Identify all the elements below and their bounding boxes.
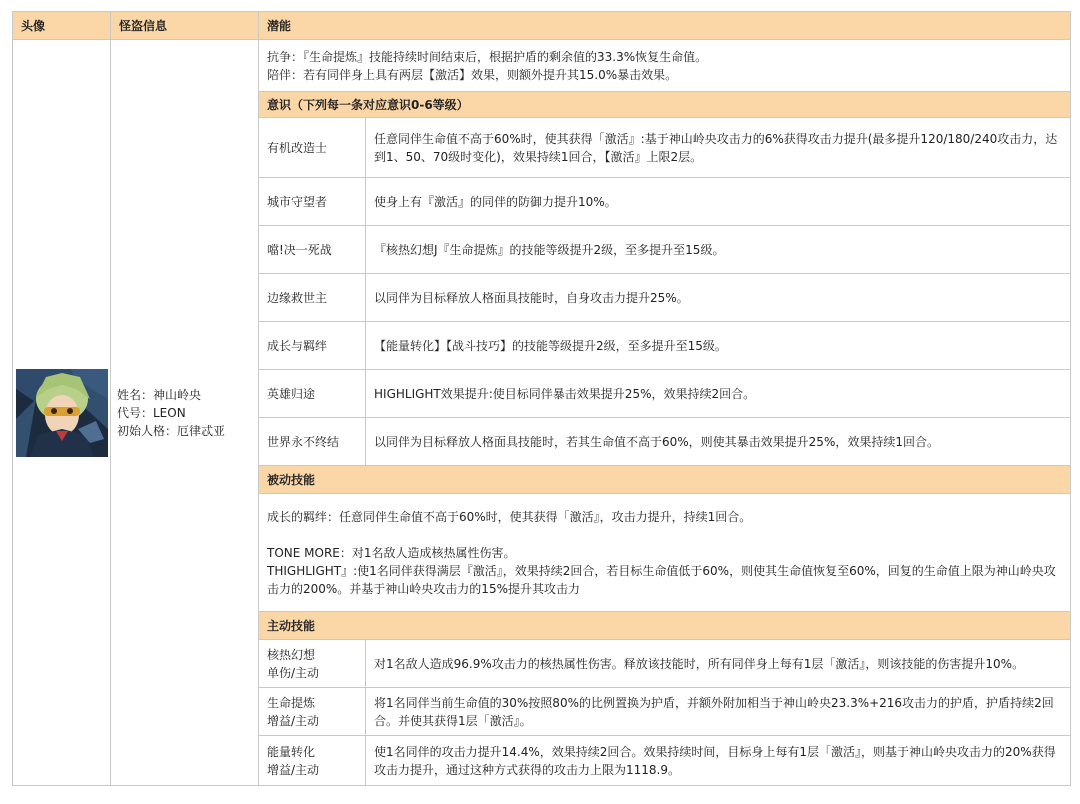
- active-skill-name: [259, 640, 366, 688]
- potential-line: 陪伴：若有同伴身上具有两层【激活】效果，则额外提升其15.0%暴击效果。: [267, 67, 678, 82]
- active-skill-name: [259, 736, 366, 786]
- character-avatar: [16, 369, 108, 457]
- passive-title: 被动技能: [259, 466, 1071, 494]
- active-skill-desc: 将1名同伴当前生命值的30%按照80%的比例置换为护盾，并额外附加相当于神山岭央23.3%+216攻击力的护盾，护盾持续2回合。并使其获得1层「激活』。: [366, 688, 1071, 736]
- skill-type: 增益/主动: [267, 762, 320, 777]
- consciousness-desc: 使身上有『激活』的同伴的防御力提升10%。: [366, 178, 1071, 226]
- passive-line: TONE MORE：对1名敌人造成核热属性伤害。: [267, 545, 516, 560]
- character-code: 代号：LEON: [117, 405, 186, 420]
- header-info: 怪盗信息: [111, 12, 259, 40]
- consciousness-name: 边缘救世主: [259, 274, 366, 322]
- header-row: [13, 12, 1071, 40]
- skill-name: 核热幻想: [267, 647, 316, 662]
- consciousness-desc: 『核热幻想J『生命提炼』的技能等级提升2级，至多提升至15级。: [366, 226, 1071, 274]
- consciousness-name: 世界永不终结: [259, 418, 366, 466]
- consciousness-title: 意识（下列每一条对应意识0-6等级）: [259, 92, 1071, 118]
- consciousness-desc: HIGHLIGHT效果提升:使目标同伴暴击效果提升25%，效果持续2回合。: [366, 370, 1071, 418]
- passive-cell: [259, 494, 1071, 612]
- potential-cell: [259, 40, 1071, 92]
- active-skill-desc: 使1名同伴的攻击力提升14.4%，效果持续2回合。效果持续时间，目标身上每有1层「激活』，则基于神山岭央攻击力的20%获得攻击力提升，通过这种方式获得的攻击力上限为1118.9。: [366, 736, 1071, 786]
- consciousness-desc: 任意同伴生命值不高于60%时，使其获得「激活』:基于神山岭央攻击力的6%获得攻击力提升(最多提升120/180/240攻击力，达到1、50、70级时变化)，效果持续1回合，【激活』上限2层。: [366, 118, 1071, 178]
- header-potential: 潜能: [259, 12, 1071, 40]
- passive-line: 成长的羁绊：任意同伴生命值不高于60%时，使其获得「激活』，攻击力提升，持续1回合。: [267, 509, 752, 524]
- skill-type: 单伤/主动: [267, 665, 320, 680]
- passive-line: THIGHLIGHT』:使1名同伴获得满层『激活』，效果持续2回合，若目标生命值低于60%，则使其生命值恢复至60%，回复的生命值上限为神山岭央攻击力的200%。并基于神山岭央攻击力的15%提升其攻击力: [267, 563, 1056, 596]
- active-title: 主动技能: [259, 612, 1071, 640]
- header-avatar: 头像: [13, 12, 111, 40]
- consciousness-name: 城市守望者: [259, 178, 366, 226]
- consciousness-name: 噹!决一死战: [259, 226, 366, 274]
- skill-name: 生命提炼: [267, 695, 316, 710]
- consciousness-desc: 以同伴为目标释放人格面具技能时，自身攻击力提升25%。: [366, 274, 1071, 322]
- skill-name: 能量转化: [267, 744, 316, 759]
- character-name: 姓名：神山岭央: [117, 387, 202, 402]
- consciousness-desc: 以同伴为目标释放人格面具技能时，若其生命值不高于60%，则使其暴击效果提升25%，效果持续1回合。: [366, 418, 1071, 466]
- potential-row: [13, 40, 1071, 92]
- consciousness-name: 有机改造士: [259, 118, 366, 178]
- consciousness-name: 成长与羁绊: [259, 322, 366, 370]
- info-cell: [111, 40, 259, 786]
- active-skill-name: [259, 688, 366, 736]
- potential-line: 抗争：『生命提炼』技能持续时间结束后，根据护盾的剩余值的33.3%恢复生命值。: [267, 49, 708, 64]
- avatar-cell: [13, 40, 111, 786]
- consciousness-desc: 【能量转化】【战斗技巧】的技能等级提升2级，至多提升至15级。: [366, 322, 1071, 370]
- skill-type: 增益/主动: [267, 713, 320, 728]
- consciousness-name: 英雄归途: [259, 370, 366, 418]
- character-persona: 初始人格：厄律忒亚: [117, 423, 226, 438]
- active-skill-desc: 对1名敌人造成96.9%攻击力的核热属性伤害。释放该技能时，所有同伴身上每有1层「激活』，则该技能的伤害提升10%。: [366, 640, 1071, 688]
- character-table: [12, 11, 1071, 786]
